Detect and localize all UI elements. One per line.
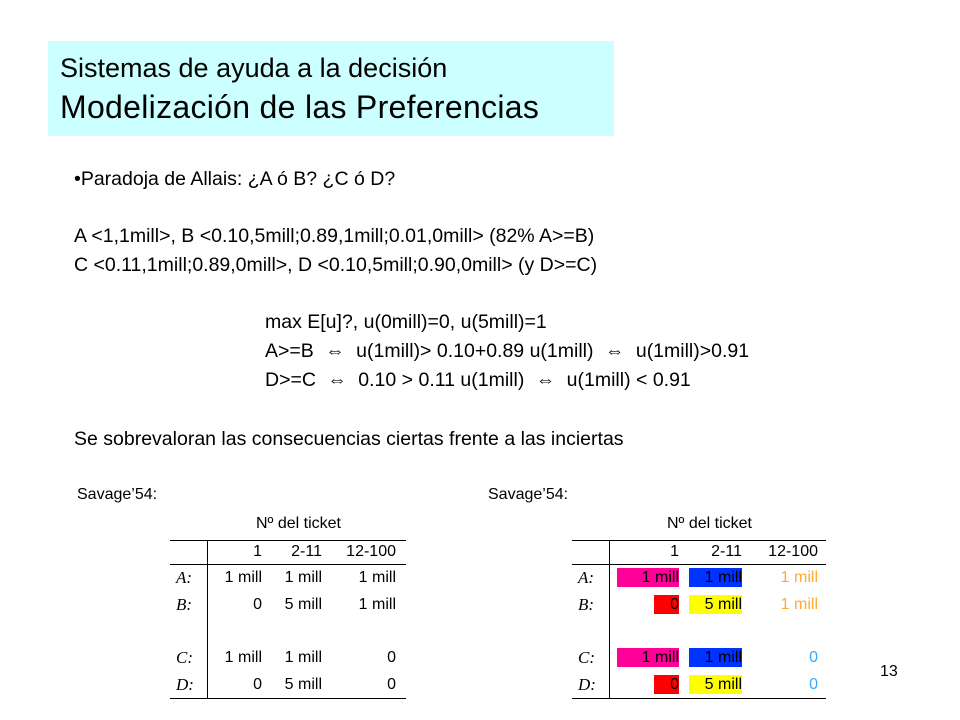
row-label: A:: [176, 568, 193, 587]
equivalence-icon: ⇔: [604, 340, 625, 362]
row-label: B:: [578, 595, 595, 614]
table-bottom-rule: [170, 698, 406, 699]
lottery-a-b-line: A <1,1mill>, B <0.10,5mill;0.89,1mill;0.01,0mill> (82% A>=B): [74, 225, 595, 247]
ab-mid: u(1mill)> 0.10+0.89 u(1mill): [356, 340, 594, 362]
bullet-allais: •Paradoja de Allais: ¿A ó B? ¿C ó D?: [74, 168, 396, 190]
slide-title-line1: Sistemas de ayuda a la decisión: [60, 53, 448, 83]
lottery-c-d-line: C <0.11,1mill;0.89,0mill>, D <0.10,5mill;0.90,0mill> (y D>=C): [74, 254, 598, 276]
table-top-rule: [170, 540, 406, 541]
table-top-rule: [572, 540, 826, 541]
header-rule: [572, 564, 826, 565]
table-caption-right: Savage’54:: [488, 486, 569, 503]
equivalence-icon: ⇔: [325, 340, 345, 362]
title-box: [48, 41, 614, 136]
preference-ab-line: [265, 342, 749, 362]
ab-rhs: u(1mill)>0.91: [635, 340, 750, 362]
row-label: D:: [578, 675, 596, 694]
ab-lhs: A>=B: [265, 340, 314, 362]
row-label: B:: [176, 595, 193, 614]
dc-rhs: u(1mill) < 0.91: [566, 369, 691, 391]
preference-dc-line: [265, 371, 691, 391]
row-label: D:: [176, 675, 194, 694]
row-label: C:: [578, 648, 595, 667]
table-bottom-rule: [572, 698, 826, 699]
equivalence-icon: ⇔: [535, 369, 556, 391]
slide-title-line2: Modelización de las Preferencias: [60, 89, 540, 125]
page-number: 13: [880, 663, 898, 680]
equivalence-icon: ⇔: [327, 369, 347, 391]
header-rule: [170, 564, 406, 565]
ticket-header: Nº del ticket: [256, 515, 341, 532]
row-label: C:: [176, 648, 193, 667]
conclusion-text: Se sobrevaloran las consecuencias ciertas frente a las inciertas: [74, 428, 624, 450]
max-expected-utility-line: max E[u]?, u(0mill)=0, u(5mill)=1: [265, 311, 547, 333]
table-caption-left: Savage’54:: [77, 486, 158, 503]
ticket-header: Nº del ticket: [667, 515, 752, 532]
row-label: A:: [578, 568, 595, 587]
dc-mid: 0.10 > 0.11 u(1mill): [358, 369, 525, 391]
dc-lhs: D>=C: [265, 369, 316, 391]
